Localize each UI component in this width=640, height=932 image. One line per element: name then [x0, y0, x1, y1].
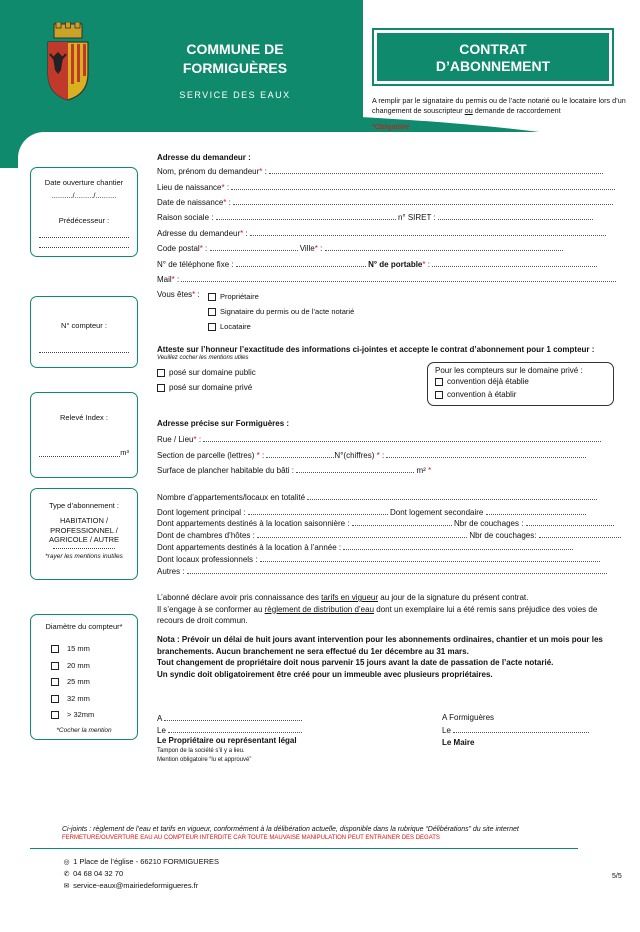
predecesseur-field[interactable] — [39, 237, 129, 238]
option-proprietaire[interactable]: Propriétaire — [208, 289, 354, 304]
footer-divider — [30, 848, 578, 849]
autres-field[interactable] — [187, 566, 607, 574]
atteste-note: Veuillez cocher les mentions utiles — [157, 355, 249, 361]
rue-row: Rue / Lieu* : — [157, 434, 601, 444]
principal-row: Dont logement principal : Dont logement secondaire — [157, 507, 586, 517]
code-postal-row: Code postal* : Ville* : — [157, 243, 563, 253]
raison-sociale-row: Raison sociale : n° SIRET : — [157, 212, 593, 222]
diametre-options — [51, 641, 137, 724]
compteur-label: N° compteur : — [61, 321, 107, 330]
maire-le: Le — [442, 725, 589, 735]
declaration-text: L’abonné déclare avoir pris connaissance des tarifs en vigueur au jour de la signature du présent contrat. Il s’engage à se conformer au règlement de distribution d’eau dont un exemplaire lui a été remis sans préjudice des voies de recours de droit commun. — [157, 593, 598, 625]
commune-line1: COMMUNE DE — [186, 41, 284, 57]
checkbox-icon[interactable] — [208, 308, 216, 316]
date-ouverture-field[interactable]: ........../........./.......... — [51, 191, 117, 200]
domaine-prive-title: Pour les compteurs sur le domaine privé : — [435, 366, 583, 375]
principal-field[interactable] — [248, 507, 388, 515]
releve-label: Relevé Index : — [60, 413, 108, 422]
warning-note: FERMETURE/OUVERTURE EAU AU COMPTEUR INTERDITE CAR TOUTE MAUVAISE MANIPULATION PEUT ENTRAINER DES DEGATS — [62, 835, 440, 841]
autres-row: Autres : — [157, 566, 607, 576]
footer-address: ◎ 1 Place de l’église - 66210 FORMIGUERES — [63, 857, 219, 866]
compteur-box — [30, 296, 138, 368]
signature-le-field[interactable] — [168, 725, 302, 733]
type-abonnement-values[interactable]: HABITATION / PROFESSIONNEL / AGRICOLE / AUTRE — [48, 516, 120, 544]
siret-field[interactable] — [438, 212, 593, 220]
couchages-field[interactable] — [526, 518, 614, 526]
contrat-title-box — [372, 28, 614, 86]
nom-field[interactable] — [269, 166, 603, 174]
type-abonnement-label: Type d’abonnement : — [48, 501, 120, 510]
option-domaine-public[interactable]: posé sur domaine public — [157, 368, 256, 377]
atteste-text: Atteste sur l’honneur l’exactitude des informations ci-jointes et accepte le contrat d’abonnement pour 1 compteur : — [157, 345, 595, 354]
nom-row: Nom, prénom du demandeur* : — [157, 166, 603, 176]
nota-text: Nota : Prévoir un délai de huit jours avant intervention pour les abonnements ordinaires, chantier et un mois pour les branchements. Aucun branchement ne sera effectué du 1er décembre au 31 mars. Tout changement de propriétaire doit nous parvenir 15 jours avant la date de passation de l’acte notarié. Un syndic doit obligatoirement être créé pour un immeuble avec plusieurs propriétaires. — [157, 635, 603, 679]
section-row: Section de parcelle (lettres) * : N°(chiffres) * : — [157, 450, 586, 460]
checkbox-icon[interactable] — [51, 662, 59, 670]
domaine-prive-box — [427, 362, 614, 406]
intro-text: A remplir par le signataire du permis ou de l’acte notarié ou le locataire lors d’un changement de souscripteur ou demande de raccordement — [372, 96, 626, 115]
saisonniere-row: Dont appartements destinés à la location saisonnière : Nbr de couchages : — [157, 518, 614, 528]
type-abonnement-note: *rayer les mentions inutiles — [45, 552, 123, 560]
ville-field[interactable] — [325, 243, 563, 251]
mail-row: Mail* : — [157, 274, 616, 284]
annee-field[interactable] — [343, 542, 573, 550]
date-naissance-row: Date de naissance* : — [157, 197, 613, 207]
date-naissance-field[interactable] — [233, 197, 613, 205]
type-abonnement-box — [30, 488, 138, 580]
tampon-note: Tampon de la société s’il y a lieu. — [157, 748, 245, 754]
mention-note: Mention obligatoire “lu et approuvé” — [157, 757, 252, 763]
total-row: Nombre d’appartements/locaux en totalité — [157, 492, 597, 502]
checkbox-icon[interactable] — [208, 293, 216, 301]
maire-le-field[interactable] — [453, 725, 589, 733]
option-locataire[interactable]: Locataire — [208, 319, 354, 334]
professionnels-row: Dont locaux professionnels : — [157, 554, 600, 564]
contrat-title-line2: D’ABONNEMENT — [435, 58, 551, 74]
diametre-option[interactable]: > 32mm — [51, 707, 137, 724]
signature-a: A — [157, 713, 302, 723]
commune-name — [140, 40, 330, 78]
le-maire-label: Le Maire — [442, 738, 475, 747]
required-note: *Obligatoire — [372, 122, 410, 131]
code-postal-field[interactable] — [210, 243, 298, 251]
footer-email: ✉ service-eaux@mairiedeformigueres.fr — [63, 881, 199, 890]
adresse-field[interactable] — [250, 228, 606, 236]
option-convention-etablie[interactable]: convention déjà établie — [435, 377, 613, 386]
option-domaine-prive[interactable]: posé sur domaine privé — [157, 383, 252, 392]
total-field[interactable] — [307, 492, 597, 500]
checkbox-icon[interactable] — [157, 369, 165, 377]
diametre-note: *Cocher la mention — [56, 726, 112, 734]
commune-line2: FORMIGUÈRES — [182, 60, 288, 76]
email-icon: ✉ — [63, 883, 70, 890]
adresse-title: Adresse précise sur Formiguères : — [157, 419, 290, 428]
vous-etes-options — [208, 289, 354, 334]
checkbox-icon[interactable] — [51, 695, 59, 703]
diametre-option[interactable]: 15 mm — [51, 641, 137, 658]
signature-le: Le — [157, 725, 302, 735]
adresse-row: Adresse du demandeur* : — [157, 228, 606, 238]
diametre-option[interactable]: 20 mm — [51, 658, 137, 675]
vous-etes-row: Vous êtes* : — [157, 290, 200, 299]
raison-sociale-field[interactable] — [216, 212, 396, 220]
checkbox-icon[interactable] — [208, 323, 216, 331]
diametre-option[interactable]: 32 mm — [51, 691, 137, 708]
portable-field[interactable] — [432, 259, 597, 267]
predecesseur-label: Prédécesseur : — [58, 216, 110, 225]
releve-box — [30, 392, 138, 478]
footer-phone: ✆ 04 68 04 32 70 — [63, 869, 124, 878]
date-ouverture-label: Date ouverture chantier — [44, 178, 124, 187]
rue-field[interactable] — [203, 434, 601, 442]
surface-field[interactable] — [296, 465, 414, 473]
predecesseur-field-2[interactable] — [39, 247, 129, 248]
cijoints-note: Ci-joints : règlement de l’eau et tarifs en vigueur, conformément à la délibération actuelle, disponible dans la rubrique “Délibérations” du site internet — [62, 826, 519, 833]
checkbox-icon[interactable] — [51, 645, 59, 653]
chambres-couchages-field[interactable] — [539, 530, 621, 538]
option-convention-a-etablir[interactable]: convention à établir — [435, 390, 613, 399]
telephone-field[interactable] — [236, 259, 366, 267]
mail-field[interactable] — [181, 274, 616, 282]
professionnels-field[interactable] — [260, 554, 600, 562]
a-formigueres: A Formiguères — [442, 713, 495, 722]
diametre-box — [30, 614, 138, 740]
demandeur-title: Adresse du demandeur : — [157, 153, 251, 162]
lieu-naissance-field[interactable] — [231, 182, 615, 190]
reglement-link[interactable]: règlement de distribution d’eau — [264, 604, 375, 614]
secondaire-field[interactable] — [486, 507, 586, 515]
lieu-naissance-row: Lieu de naissance* : — [157, 182, 615, 192]
diametre-label: Diamètre du compteur* — [45, 622, 123, 631]
tarifs-link[interactable]: tarifs en vigueur — [321, 593, 379, 602]
location-icon: ◎ — [63, 859, 70, 866]
checkbox-icon[interactable] — [51, 678, 59, 686]
releve-unit: m³ — [120, 448, 129, 457]
releve-field[interactable] — [39, 456, 120, 457]
date-ouverture-box — [30, 167, 138, 257]
diametre-option[interactable]: 25 mm — [51, 674, 137, 691]
compteur-field[interactable] — [39, 352, 129, 353]
signature-a-field[interactable] — [164, 713, 302, 721]
coat-of-arms-icon — [44, 22, 92, 102]
checkbox-icon[interactable] — [51, 711, 59, 719]
contrat-title-line1: CONTRAT — [459, 41, 527, 57]
section-field[interactable] — [266, 450, 334, 458]
chambres-field[interactable] — [257, 530, 467, 538]
surface-row: Surface de plancher habitable du bâti : m² * — [157, 466, 432, 475]
checkbox-icon[interactable] — [157, 384, 165, 392]
service-label: SERVICE DES EAUX — [179, 90, 291, 100]
page-number: 5/5 — [612, 873, 622, 880]
saisonniere-field[interactable] — [352, 518, 452, 526]
telephone-row: N° de téléphone fixe : N° de portable* : — [157, 259, 597, 269]
option-signataire[interactable]: Signataire du permis ou de l’acte notarié — [208, 304, 354, 319]
checkbox-icon[interactable] — [435, 378, 443, 386]
checkbox-icon[interactable] — [435, 391, 443, 399]
numero-field[interactable] — [386, 450, 586, 458]
proprietaire-label: Le Propriétaire ou représentant légal — [157, 736, 297, 745]
chambres-row: Dont de chambres d’hôtes : Nbr de couchages: — [157, 530, 621, 540]
annee-row: Dont appartements destinés à la location à l’année : — [157, 542, 573, 552]
phone-icon: ✆ — [63, 871, 70, 878]
